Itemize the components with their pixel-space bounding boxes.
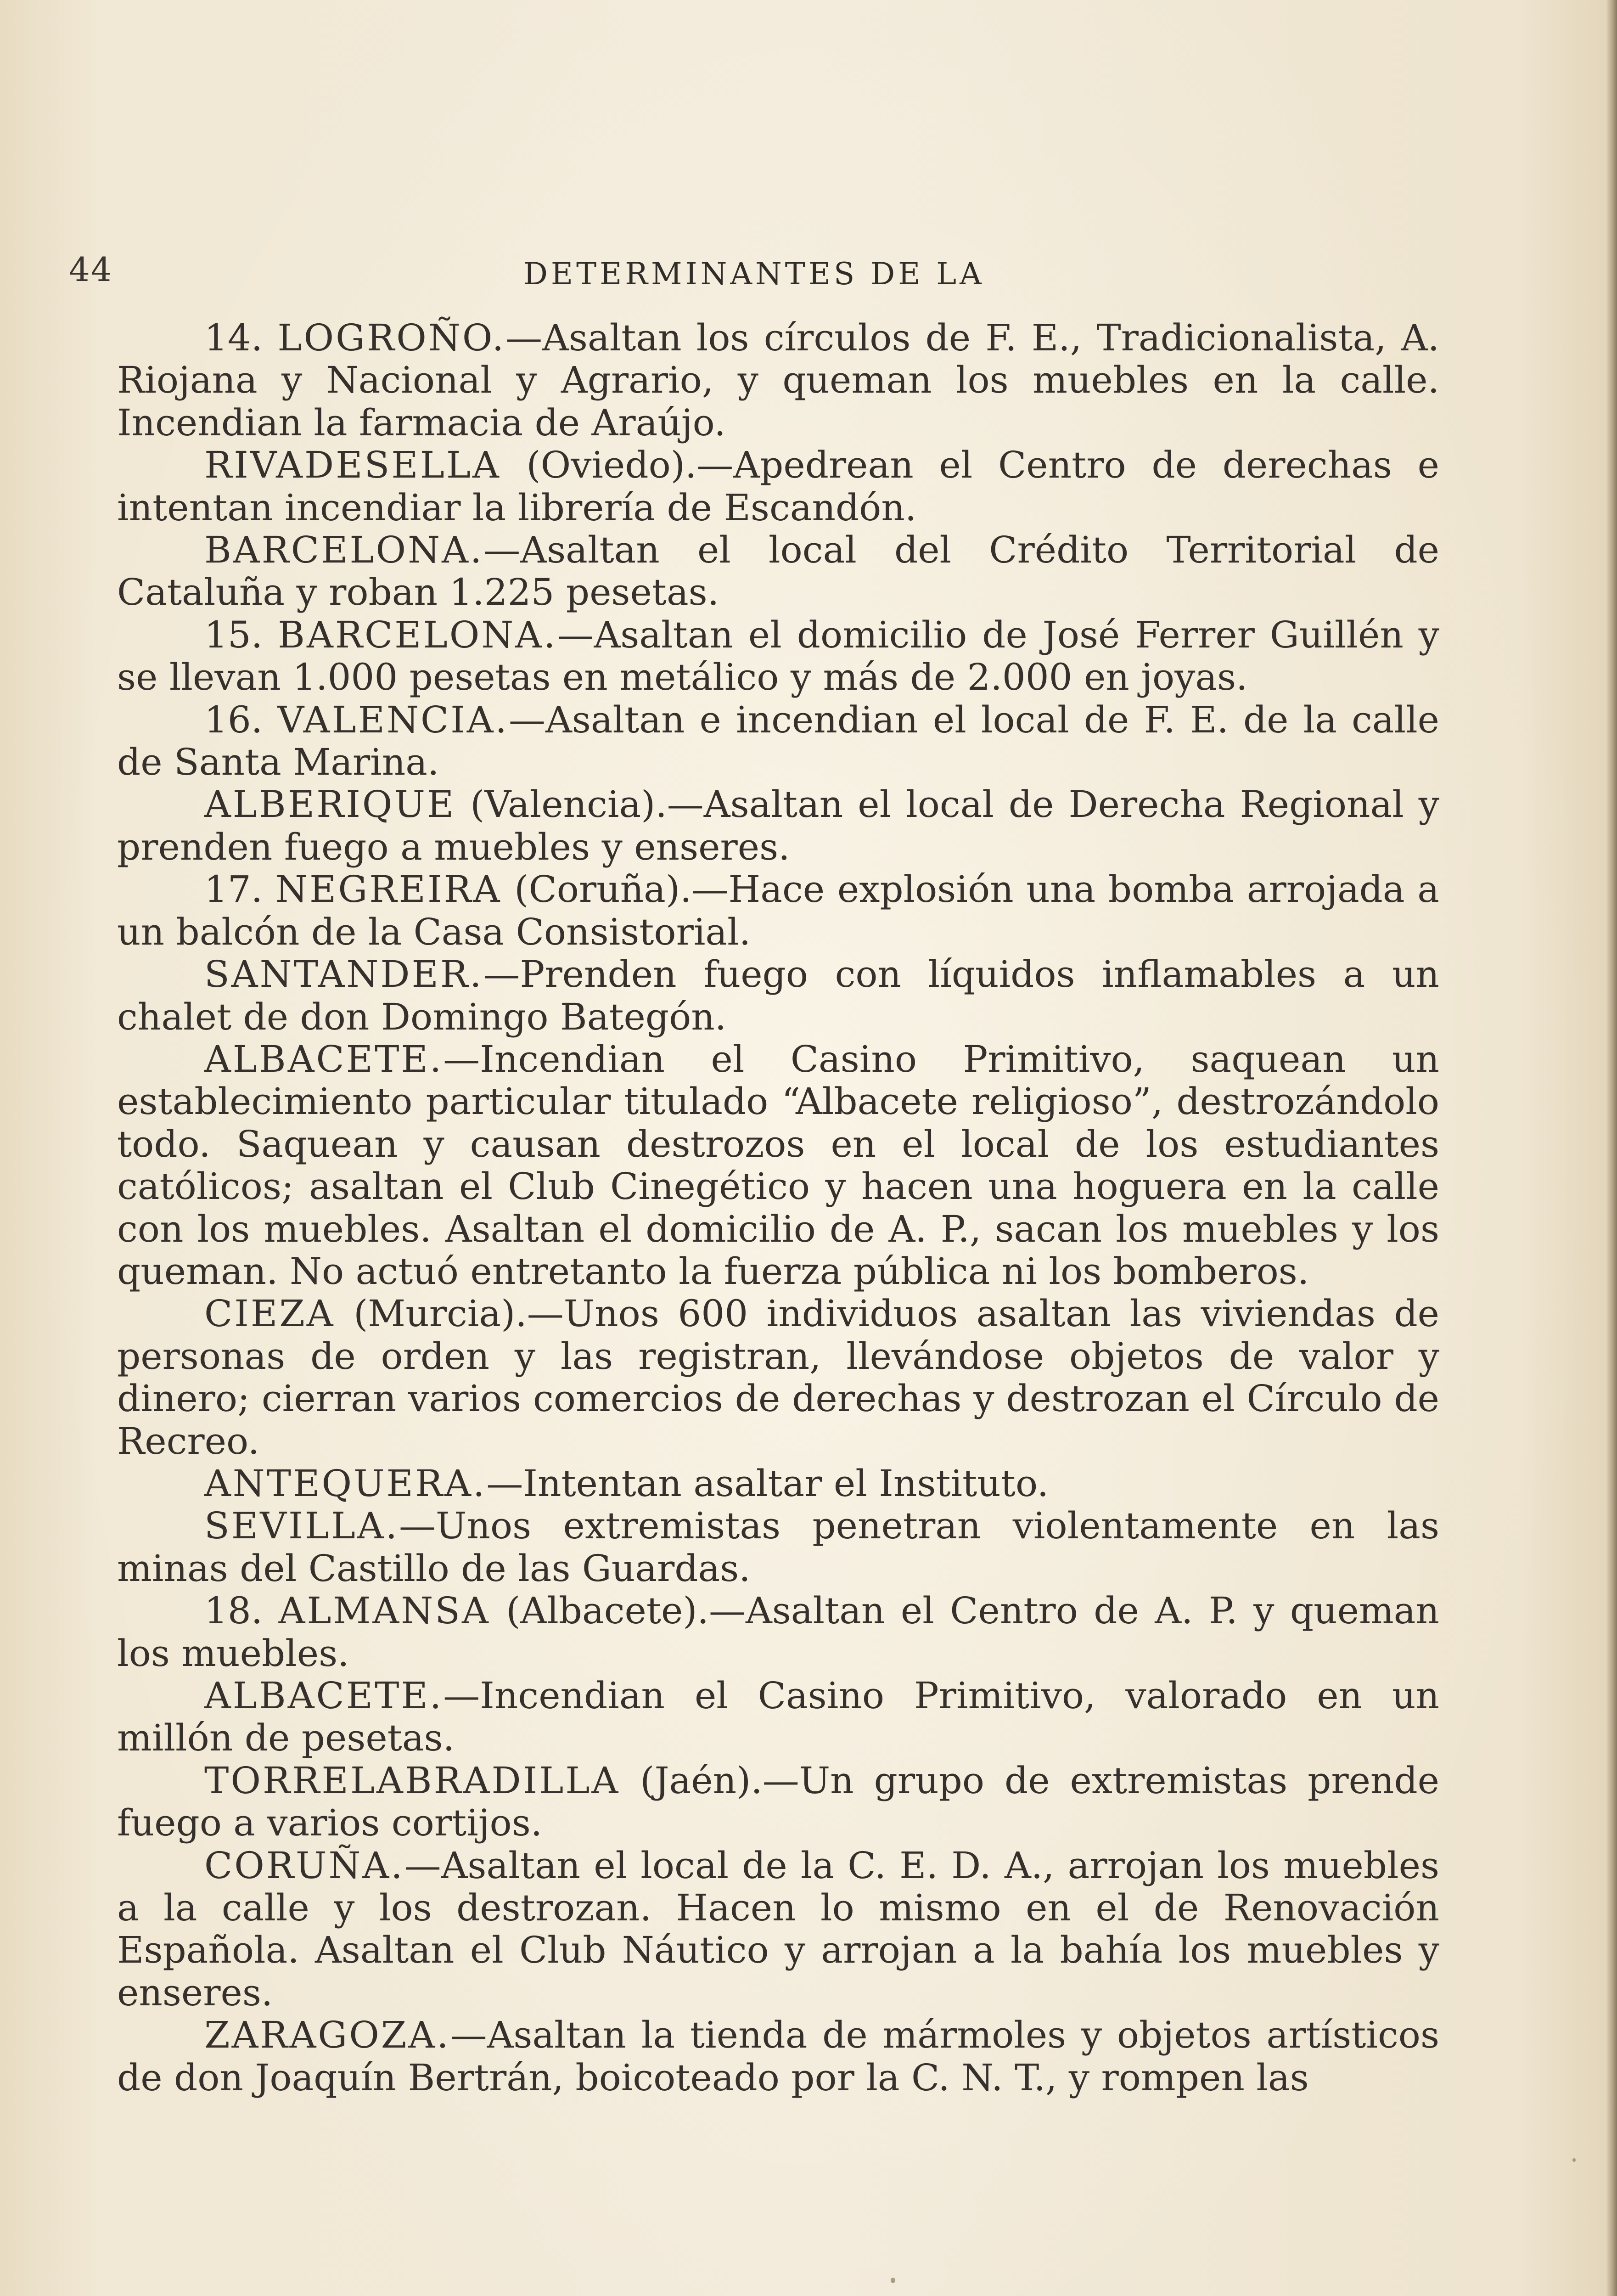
entry-place: BARCELONA. (278, 613, 557, 656)
entry-paragraph (117, 1038, 1439, 1293)
entry-text: —Intentan asaltar el Instituto. (486, 1462, 1049, 1505)
entry-place: ALBACETE. (204, 1037, 444, 1080)
entry-place: ALBERIQUE (204, 783, 456, 826)
entry-paragraph (117, 1463, 1439, 1505)
ink-speck (1572, 2158, 1576, 2162)
entry-text: —Asaltan los círculos de F. E., Tradicionalista, A. Riojana y Nacional y Agrario, y queman los muebles en la calle. Incendian la farmacia de Araújo. (117, 316, 1440, 444)
entry-text: (Coruña).—Hace explosión una bomba arrojada a un balcón de la Casa Consistorial. (117, 868, 1440, 953)
entry-paragraph (117, 1845, 1439, 2015)
entry-place: LOGROÑO. (277, 316, 506, 359)
ink-speck (891, 2278, 895, 2283)
entry-paragraph (117, 1675, 1439, 1760)
page-number: 44 (69, 250, 113, 289)
entry-text: (Albacete).—Asaltan el Centro de A. P. y queman los muebles. (117, 1589, 1440, 1675)
entry-paragraph (117, 614, 1439, 699)
entry-text: —Prenden fuego con líquidos inflamables a un chalet de don Domingo Bategón. (117, 953, 1439, 1038)
entry-paragraph (117, 783, 1439, 868)
entry-paragraph (117, 1293, 1439, 1463)
entry-place: RIVADESELLA (204, 444, 501, 487)
entry-date: 17. (204, 868, 275, 911)
entry-text: —Asaltan e incendian el local de F. E. de la calle de Santa Marina. (117, 698, 1440, 784)
entry-text: (Jaén).—Un grupo de extremistas prende fuego a varios cortijos. (117, 1759, 1439, 1845)
entry-paragraph (117, 699, 1439, 784)
entry-place: SEVILLA. (204, 1504, 399, 1548)
entry-text: (Oviedo).—Apedrean el Centro de derechas e intentan incendiar la librería de Escandón. (117, 444, 1439, 529)
body-text (117, 317, 1439, 2245)
page-edge-shadow (1606, 0, 1617, 2296)
entry-place: ALMANSA (278, 1589, 490, 1632)
entry-place: VALENCIA. (277, 698, 509, 741)
entry-place: ZARAGOZA. (204, 2014, 450, 2057)
running-title: DETERMINANTES DE LA (523, 256, 985, 292)
entry-text: —Asaltan el domicilio de José Ferrer Guillén y se llevan 1.000 pesetas en metálico y más de 2.000 en joyas. (117, 613, 1439, 699)
entry-paragraph (117, 1760, 1439, 1845)
entry-text: —Incendian el Casino Primitivo, saquean un establecimiento particular titulado “Albacete religioso”, destrozándolo todo. Saquean y causan destrozos en el local de los estudiantes católicos; asaltan el Club Cinegético y hacen una hoguera en la calle con los muebles. Asaltan el domicilio de A. P., sacan los muebles y los queman. No actuó entretanto la fuerza pública ni los bomberos. (117, 1037, 1439, 1293)
entry-text: (Valencia).—Asaltan el local de Derecha Regional y prenden fuego a muebles y enseres. (117, 783, 1439, 868)
entry-date: 14. (204, 316, 278, 359)
entry-place: CORUÑA. (204, 1844, 404, 1887)
entry-place: ANTEQUERA. (204, 1462, 487, 1505)
entry-paragraph (117, 868, 1439, 953)
entry-text: (Murcia).—Unos 600 individuos asaltan las viviendas de personas de orden y las registran, llevándose objetos de valor y dinero; cierran varios comercios de derechas y destrozan el Círculo de Recreo. (117, 1292, 1439, 1463)
entry-paragraph (117, 1505, 1439, 1590)
entry-paragraph (117, 2014, 1439, 2099)
entry-date: 16. (204, 698, 278, 741)
entry-paragraph (117, 444, 1439, 529)
entry-text: —Unos extremistas penetran violentamente en las minas del Castillo de las Guardas. (117, 1504, 1439, 1590)
entry-place: NEGREIRA (275, 868, 502, 911)
entry-place: CIEZA (204, 1292, 335, 1335)
entry-place: SANTANDER. (204, 953, 483, 996)
entry-date: 18. (204, 1589, 279, 1632)
entry-place: BARCELONA. (204, 529, 484, 572)
entry-text: —Asaltan el local del Crédito Territorial de Cataluña y roban 1.225 pesetas. (117, 529, 1439, 614)
entry-paragraph (117, 953, 1439, 1038)
entry-paragraph (117, 529, 1439, 614)
entry-place: TORRELABRADILLA (204, 1759, 620, 1802)
entry-place: ALBACETE. (204, 1674, 444, 1717)
entry-paragraph (117, 317, 1439, 444)
entry-paragraph (117, 1590, 1439, 1675)
entry-text: —Asaltan la tienda de mármoles y objetos artísticos de don Joaquín Bertrán, boicoteado por la C. N. T., y rompen las (117, 2014, 1439, 2099)
entry-text: —Incendian el Casino Primitivo, valorado en un millón de pesetas. (117, 1674, 1439, 1760)
entry-text: —Asaltan el local de la C. E. D. A., arrojan los muebles a la calle y los destrozan. Hacen lo mismo en el de Renovación Española. Asaltan el Club Náutico y arrojan a la bahía los muebles y enseres. (117, 1844, 1439, 2014)
entry-date: 15. (204, 613, 278, 656)
